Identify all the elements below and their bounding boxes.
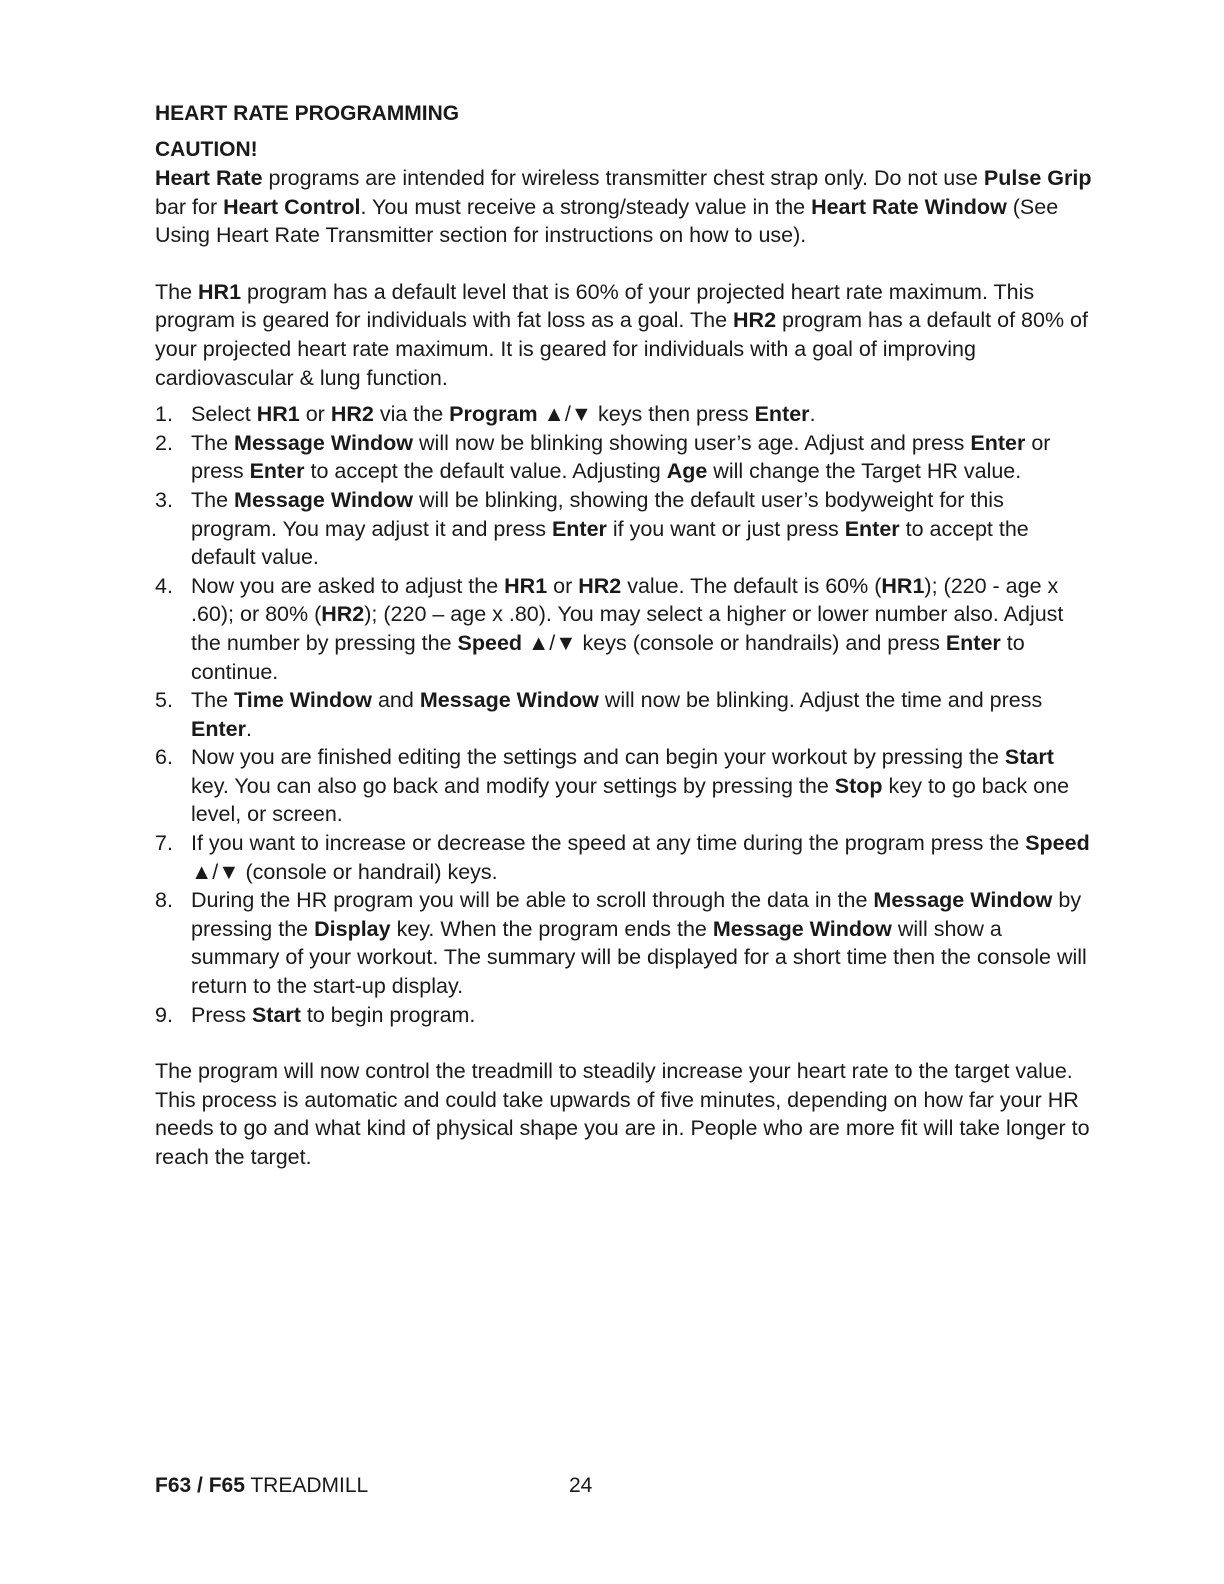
text-run: During the HR program you will be able to scroll through the data in the	[191, 888, 874, 913]
bold-term: HR1	[198, 279, 242, 304]
text-run: to accept the default value. Adjusting	[304, 459, 667, 484]
closing-paragraph: The program will now control the treadmill to steadily increase your heart rate to the target value. This process is automatic and could take upwards of five minutes, depending on how far your HR needs to go and what kind of physical shape you are in. People who are more fit will take longer to reach the target.	[155, 1059, 1090, 1169]
text-run: Select	[191, 402, 257, 427]
bold-term: Enter	[844, 516, 900, 541]
bold-term: Heart Rate Window	[811, 194, 1007, 219]
step-number: 7.	[155, 831, 173, 856]
bold-term: Heart Rate	[155, 166, 263, 190]
text-run: .	[245, 716, 252, 741]
step-number: 8.	[155, 888, 173, 913]
text-run: The	[155, 279, 199, 304]
bold-term: Heart Control	[223, 194, 361, 219]
step-item	[155, 829, 1095, 886]
step-number: 2.	[155, 430, 173, 455]
page-number: 24	[569, 1474, 593, 1497]
text-run: or	[547, 573, 579, 598]
bold-term: Start	[1004, 745, 1054, 770]
text-run: or press	[191, 430, 1051, 484]
bold-term: Enter	[191, 716, 246, 741]
bold-term: Display	[314, 916, 391, 941]
footer-model: F63 / F65	[155, 1474, 245, 1497]
bold-term: HR1	[504, 573, 548, 598]
step-number: 1.	[155, 402, 173, 427]
text-run: will be blinking, showing the default user’s bodyweight for this program. You may adjust it and press	[191, 487, 1004, 541]
bold-term: Enter	[249, 459, 305, 484]
text-run: by pressing the	[191, 888, 1082, 941]
bold-term: Message Window	[419, 688, 599, 713]
text-run: to begin program.	[300, 1002, 476, 1027]
text-run: Press	[191, 1002, 252, 1027]
caution-paragraph	[155, 164, 1095, 250]
text-run: via the	[373, 402, 450, 427]
step-number: 5.	[155, 688, 173, 713]
bold-term: Message Window	[873, 888, 1053, 913]
bold-term: Message Window	[712, 916, 892, 941]
text-run: ▲/▼ keys (console or handrails) and press	[522, 630, 946, 655]
steps-list	[155, 400, 1095, 1029]
bold-term: Program	[449, 402, 538, 427]
text-run: or	[299, 402, 331, 427]
bold-term: HR2	[578, 573, 622, 598]
bold-term: Enter	[945, 630, 1001, 655]
bold-term: Enter	[551, 516, 607, 541]
step-number: 4.	[155, 573, 173, 598]
text-run: program has a default of 80% of your projected heart rate maximum. It is geared for individuals with a goal of improving cardiovascular & lung function.	[155, 308, 1088, 390]
text-run: ▲/▼ (console or handrail) keys.	[191, 859, 498, 884]
step-item	[155, 486, 1095, 572]
text-run: if you want or just press	[606, 516, 845, 541]
text-run: Now you are finished editing the settings and can begin your workout by pressing the	[191, 745, 1005, 770]
text-run: program has a default level that is 60% of your projected heart rate maximum. This program is geared for individuals with fat loss as a goal. The	[155, 279, 1035, 333]
text-run: The	[191, 430, 235, 455]
bold-term: Speed	[1025, 831, 1090, 856]
text-run: will now be blinking. Adjust the time and press	[598, 688, 1043, 713]
text-run: If you want to increase or decrease the speed at any time during the program press the	[191, 831, 1026, 856]
text-run: The	[191, 688, 235, 713]
step-item	[155, 400, 1095, 429]
step-item	[155, 572, 1095, 686]
step-item	[155, 686, 1095, 743]
bold-term: Pulse Grip	[983, 166, 1092, 190]
step-number: 3.	[155, 487, 173, 512]
text-run: will now be blinking showing user’s age. Adjust and press	[413, 430, 971, 455]
caution-label: CAUTION!	[155, 138, 258, 161]
text-run: to continue.	[191, 630, 1025, 684]
step-item	[155, 743, 1095, 829]
text-run: ); (220 - age x .60); or 80% (	[191, 573, 1059, 627]
bold-term: Message Window	[234, 430, 414, 455]
text-run: ▲/▼ keys then press	[537, 402, 755, 427]
footer-product: TREADMILL	[244, 1474, 369, 1497]
text-run: value. The default is 60% (	[621, 573, 882, 598]
bold-term: Enter	[970, 430, 1026, 455]
step-number: 9.	[155, 1002, 173, 1027]
step-item	[155, 1001, 1095, 1030]
bold-term: Message Window	[234, 487, 414, 512]
text-run: key. You can also go back and modify your settings by pressing the	[191, 773, 835, 798]
step-item	[155, 429, 1095, 486]
text-run: The	[191, 487, 235, 512]
text-run: to accept the default value.	[191, 516, 1029, 570]
bold-term: Stop	[834, 773, 883, 798]
text-run: .	[809, 402, 816, 427]
text-run: bar for	[155, 194, 224, 219]
bold-term: HR2	[733, 308, 777, 333]
bold-term: HR1	[881, 573, 925, 598]
bold-term: Speed	[457, 630, 523, 655]
bold-term: Enter	[754, 402, 810, 427]
text-run: key to go back one level, or screen.	[191, 773, 1070, 827]
text-run: and	[372, 688, 420, 713]
bold-term: Start	[251, 1002, 301, 1027]
bold-term: HR2	[321, 602, 365, 627]
text-run: Now you are asked to adjust the	[191, 573, 505, 598]
bold-term: Age	[666, 459, 708, 484]
text-run: will show a summary of your workout. The summary will be displayed for a short time then the console will return to the start-up display.	[191, 916, 1087, 999]
step-number: 6.	[155, 745, 173, 770]
text-run: programs are intended for wireless transmitter chest strap only. Do not use	[262, 166, 984, 190]
bold-term: HR2	[330, 402, 374, 427]
bold-term: Time Window	[234, 688, 372, 713]
section-heading: HEART RATE PROGRAMMING	[155, 102, 460, 125]
text-run: . You must receive a strong/steady value in the	[360, 194, 812, 219]
page-footer	[155, 1472, 593, 1500]
text-run: ); (220 – age x .80). You may select a higher or lower number also. Adjust the number by pressing the	[191, 602, 1064, 655]
text-run: key. When the program ends the	[390, 916, 713, 941]
text-run: will change the Target HR value.	[707, 459, 1022, 484]
intro-paragraph	[155, 278, 1095, 392]
manual-page	[155, 100, 1095, 1172]
text-run: (See Using Heart Rate Transmitter section for instructions on how to use).	[155, 194, 1059, 248]
step-item	[155, 886, 1095, 1000]
bold-term: HR1	[256, 402, 300, 427]
